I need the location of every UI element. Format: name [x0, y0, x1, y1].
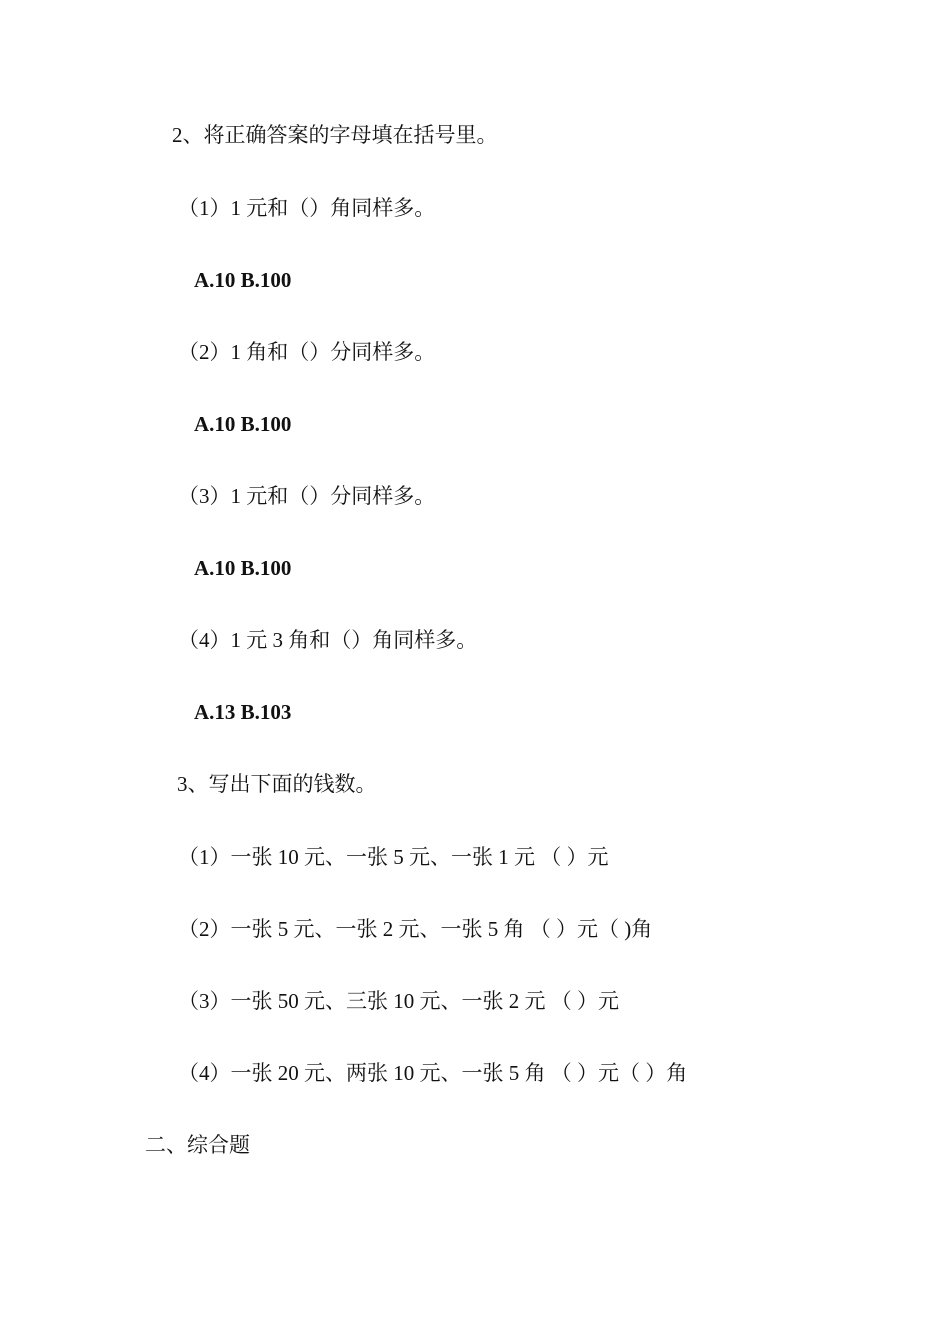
question-1-options: A.10 B.100 — [194, 268, 292, 292]
part-2-heading: 二、综合题 — [145, 1133, 250, 1157]
question-4-options: A.13 B.103 — [194, 700, 292, 724]
money-item-1: （1）一张 10 元、一张 5 元、一张 1 元 （ ）元 — [178, 845, 609, 869]
question-1: （1）1 元和（）角同样多。 — [178, 196, 436, 220]
money-item-4: （4）一张 20 元、两张 10 元、一张 5 角 （ ）元（ ）角 — [178, 1061, 688, 1085]
money-item-2: （2）一张 5 元、一张 2 元、一张 5 角 （ ）元（ )角 — [178, 917, 653, 941]
question-2-options: A.10 B.100 — [194, 412, 292, 436]
question-2: （2）1 角和（）分同样多。 — [178, 340, 436, 364]
section-2-heading: 2、将正确答案的字母填在括号里。 — [172, 123, 498, 147]
question-4: （4）1 元 3 角和（）角同样多。 — [178, 628, 478, 652]
money-item-3: （3）一张 50 元、三张 10 元、一张 2 元 （ ）元 — [178, 989, 619, 1013]
section-3-heading: 3、写出下面的钱数。 — [177, 772, 377, 796]
question-3: （3）1 元和（）分同样多。 — [178, 484, 436, 508]
question-3-options: A.10 B.100 — [194, 556, 292, 580]
